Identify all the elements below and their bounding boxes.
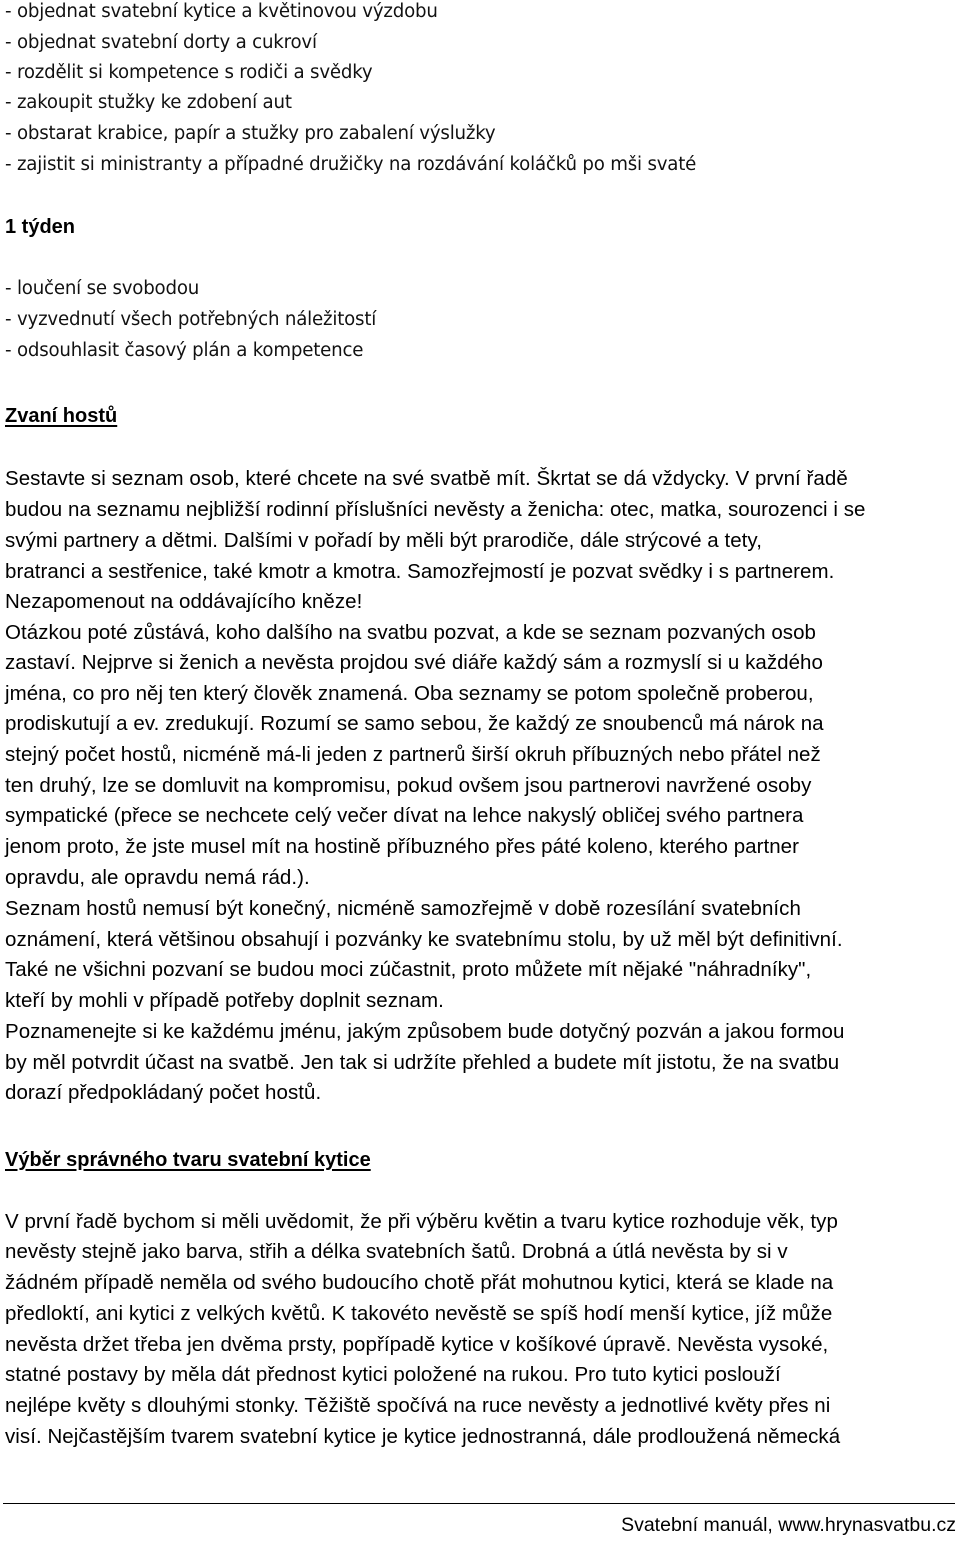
list-item: - rozdělit si kompetence s rodiči a svědky [5, 62, 373, 83]
paragraph-line: opravdu, ale opravdu nemá rád.). [5, 866, 310, 889]
paragraph-line: zastaví. Nejprve si ženich a nevěsta projdou své diáře každý sám a rozmyslí si u každého [5, 651, 823, 674]
section-heading: 1 týden [5, 216, 76, 238]
paragraph-line: předloktí, ani kytici z velkých květů. K takovéto nevěstě se spíš hodí menší kytice, jíž může [5, 1302, 833, 1325]
paragraph-line: nevěsty stejně jako barva, střih a délka svatebních šatů. Drobná a útlá nevěsta by si v [5, 1240, 788, 1263]
paragraph-line: Sestavte si seznam osob, které chcete na své svatbě mít. Škrtat se dá vždycky. V první řadě [5, 467, 848, 490]
paragraph-line: Seznam hostů nemusí být konečný, nicméně samozřejmě v době rozesílání svatebních [5, 897, 801, 920]
list-item: - obstarat krabice, papír a stužky pro zabalení výslužky [5, 123, 496, 144]
paragraph-line: jména, co pro něj ten který člověk znamená. Oba seznamy se potom společně proberou, [5, 682, 814, 705]
paragraph-line: V první řadě bychom si měli uvědomit, že při výběru květin a tvaru kytice rozhoduje věk, typ [5, 1210, 838, 1233]
paragraph-line: sympatické (přece se nechcete celý večer dívat na lehce nakyslý obličej svého partnera [5, 804, 804, 827]
paragraph-line: kteří by mohli v případě potřeby doplnit seznam. [5, 989, 444, 1012]
paragraph-line: Poznamenejte si ke každému jménu, jakým způsobem bude dotyčný pozván a jakou formou [5, 1020, 845, 1043]
list-item: - objednat svatební dorty a cukroví [5, 32, 317, 53]
paragraph-line: Otázkou poté zůstává, koho dalšího na svatbu pozvat, a kde se seznam pozvaných osob [5, 621, 816, 644]
paragraph-line: stejný počet hostů, nicméně má-li jeden z partnerů širší okruh příbuzných nebo přátel než [5, 743, 821, 766]
paragraph-line: by měl potvrdit účast na svatbě. Jen tak si udržíte přehled a budete mít jistotu, že na svatbu [5, 1051, 840, 1074]
paragraph-line: visí. Nejčastějším tvarem svatební kytice je kytice jednostranná, dále prodloužená německá [5, 1425, 841, 1448]
paragraph-line: budou na seznamu nejbližší rodinní příslušníci nevěsty a ženicha: otec, matka, sourozenci i se [5, 498, 866, 521]
paragraph-line: nejlépe květy s dlouhými stonky. Těžiště spočívá na ruce nevěsty a jednotlivé květy přes ni [5, 1394, 831, 1417]
paragraph-line: prodiskutují a ev. zredukují. Rozumí se samo sebou, že každý ze snoubenců má nárok na [5, 712, 824, 735]
paragraph-line: bratranci a sestřenice, také kmotr a kmotra. Samozřejmostí je pozvat svědky i s partnerem. [5, 560, 835, 583]
section-heading: Zvaní hostů [5, 405, 118, 427]
paragraph-line: žádném případě neměla od svého budoucího chotě přát mohutnou kytici, která se klade na [5, 1271, 834, 1294]
paragraph-line: ten druhý, lze se domluvit na kompromisu, pokud ovšem jsou partnerovi navržené osoby [5, 774, 812, 797]
paragraph-line: Nezapomenout na oddávajícího kněze! [5, 590, 363, 613]
paragraph-line: statné postavy by měla dát přednost kytici položené na rukou. Pro tuto kytici poslouží [5, 1363, 781, 1386]
list-item: - zakoupit stužky ke zdobení aut [5, 92, 292, 113]
list-item: - odsouhlasit časový plán a kompetence [5, 340, 364, 361]
paragraph-line: dorazí předpokládaný počet hostů. [5, 1081, 322, 1104]
page-footer: Svatební manuál, www.hrynasvatbu.cz [621, 1514, 956, 1536]
paragraph-line: oznámení, která většinou obsahují i pozvánky ke svatebnímu stolu, by už měl být definitivní. [5, 928, 843, 951]
footer-divider [3, 1503, 955, 1504]
paragraph-line: Také ne všichni pozvaní se budou moci zúčastnit, proto můžete mít nějaké "náhradníky", [5, 958, 812, 981]
list-item: - objednat svatební kytice a květinovou výzdobu [5, 1, 438, 22]
section-heading: Výběr správného tvaru svatební kytice [5, 1149, 371, 1171]
list-item: - zajistit si ministranty a případné družičky na rozdávání koláčků po mši svaté [5, 154, 697, 175]
list-item: - loučení se svobodou [5, 278, 200, 299]
paragraph-line: svými partnery a dětmi. Dalšími v pořadí by měli být prarodiče, dále strýcové a tety, [5, 529, 762, 552]
paragraph-line: jenom proto, že jste musel mít na hostině příbuzného přes páté koleno, kterého partner [5, 835, 799, 858]
list-item: - vyzvednutí všech potřebných náležitostí [5, 309, 377, 330]
paragraph-line: nevěsta držet třeba jen dvěma prsty, popřípadě kytice v košíkové úpravě. Nevěsta vysoké, [5, 1333, 829, 1356]
